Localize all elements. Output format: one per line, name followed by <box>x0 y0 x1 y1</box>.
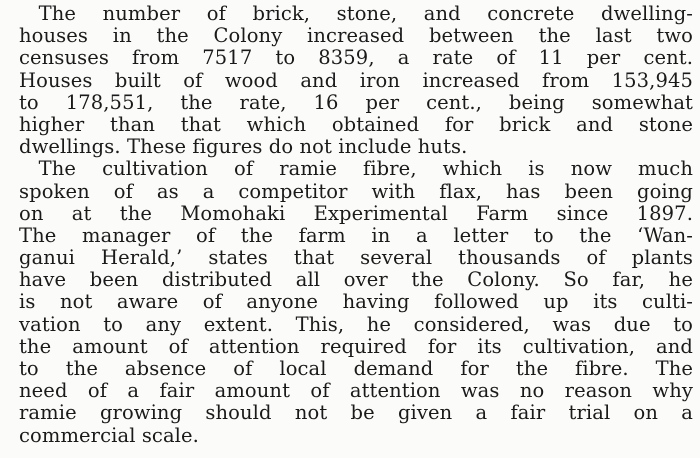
text-line: to the absence of local demand for the fibre. The <box>19 357 693 380</box>
paragraph-dwelling-houses <box>19 3 693 158</box>
text-line: on at the Momohaki Experimental Farm since 1897. <box>19 201 693 225</box>
text-line: ramie growing should not be given a fair trial on a <box>19 401 693 425</box>
text-line: spoken of as a competitor with flax, has been going <box>19 179 693 203</box>
text-line: censuses from 7517 to 8359, a rate of 11 per cent. <box>19 46 693 70</box>
text-line: The cultivation of ramie fibre, which is now much <box>19 157 693 181</box>
text-line: commercial scale. <box>19 423 199 447</box>
text-line: houses in the Colony increased between the last two <box>19 24 693 48</box>
text-line: the amount of attention required for its cultivation, and <box>19 334 693 358</box>
article-column <box>19 3 693 447</box>
text-line: The manager of the farm in a letter to the ‘Wan- <box>19 223 693 247</box>
text-line: vation to any extent. This, he considered, was due to <box>19 312 693 336</box>
text-line: to 178,551, the rate, 16 per cent., being somewhat <box>19 90 693 114</box>
text-line: is not aware of anyone having followed up its culti- <box>19 290 693 314</box>
text-line: need of a fair amount of attention was no reason why <box>19 379 693 403</box>
paragraph-ramie-fibre <box>19 158 693 446</box>
text-line: dwellings. These figures do not include huts. <box>19 135 468 159</box>
text-line: higher than that which obtained for brick and stone <box>19 112 693 136</box>
text-line: Houses built of wood and iron increased from 153,945 <box>19 68 693 92</box>
text-line: have been distributed all over the Colony. So far, he <box>19 268 693 292</box>
text-line: ganui Herald,’ states that several thousands of plants <box>19 246 693 270</box>
text-line: The number of brick, stone, and concrete dwelling- <box>19 2 693 25</box>
